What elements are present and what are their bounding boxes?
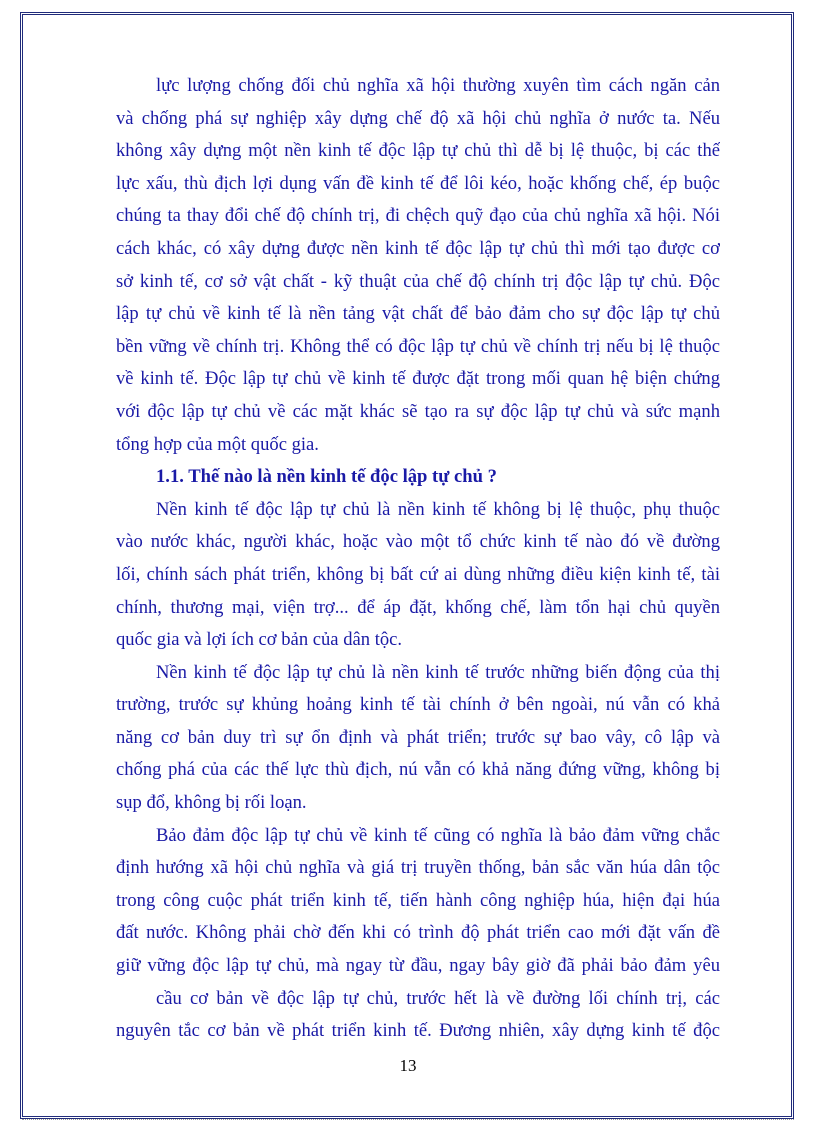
text-line: tổng hợp của một quốc gia.: [116, 433, 319, 455]
text-line: lực xấu, thù địch lợi dụng vấn đề kinh tế để lôi kéo, hoặc khống chế, ép buộc: [116, 172, 720, 194]
text-line: sụp đổ, không bị rối loạn.: [116, 792, 307, 814]
text-line: giữ vững độc lập tự chủ, mà ngay từ đầu, ngay bây giờ đã phải bảo đảm yêu: [116, 955, 720, 977]
text-line: nguyên tắc cơ bản về phát triển kinh tế. Đương nhiên, xây dựng kinh tế độc: [116, 1020, 720, 1042]
text-line: lối, chính sách phát triển, không bị bất cứ ai dùng những điều kiện kinh tế, tài: [116, 563, 720, 585]
text-line: bền vững về chính trị. Không thể có độc lập tự chủ về chính trị nếu bị lệ thuộc: [116, 335, 720, 357]
text-line: chúng ta thay đổi chế độ chính trị, đi chệch quỹ đạo của chủ nghĩa xã hội. Nói: [116, 205, 720, 227]
text-line: Nền kinh tế độc lập tự chủ là nền kinh tế trước những biến động của thị: [156, 661, 720, 683]
text-line: cầu cơ bản về độc lập tự chủ, trước hết là về đường lối chính trị, các: [156, 987, 720, 1009]
text-line: không xây dựng một nền kinh tế độc lập tự chủ thì dễ bị lệ thuộc, bị các thế: [116, 140, 720, 162]
page-number: 13: [399, 1056, 417, 1075]
text-line: đất nước. Không phải chờ đến khi có trình độ phát triển cao mới đặt vấn đề: [116, 922, 720, 944]
text-line: và chống phá sự nghiệp xây dựng chế độ xã hội chủ nghĩa ở nước ta. Nếu: [116, 107, 720, 129]
text-line: về kinh tế. Độc lập tự chủ về kinh tế được đặt trong mối quan hệ biện chứng: [116, 368, 720, 390]
text-line: lập tự chủ về kinh tế là nền tảng vật chất để bảo đảm cho sự độc lập tự chủ: [116, 303, 720, 325]
text-line: định hướng xã hội chủ nghĩa và giá trị truyền thống, bản sắc văn húa dân tộc: [116, 857, 720, 879]
text-line: Bảo đảm độc lập tự chủ về kinh tế cũng có nghĩa là bảo đảm vững chắc: [156, 824, 720, 846]
text-line: lực lượng chống đối chủ nghĩa xã hội thường xuyên tìm cách ngăn cản: [156, 75, 720, 96]
page-bottom-divider: [22, 1119, 794, 1120]
text-line: trong công cuộc phát triển kinh tế, tiến hành công nghiệp húa, hiện đại húa: [116, 889, 720, 911]
text-line: trường, trước sự khủng hoảng kinh tế tài chính ở bên ngoài, nú vẫn có khả: [116, 694, 720, 716]
text-line: quốc gia và lợi ích cơ bản của dân tộc.: [116, 629, 403, 651]
text-line: với độc lập tự chủ về các mặt khác sẽ tạo ra sự độc lập tự chủ và sức mạnh: [116, 400, 720, 422]
text-line: vào nước khác, người khác, hoặc vào một tổ chức kinh tế nào đó về đường: [116, 531, 720, 553]
text-line: Nền kinh tế độc lập tự chủ là nền kinh tế không bị lệ thuộc, phụ thuộc: [156, 498, 720, 520]
text-line: sở kinh tế, cơ sở vật chất - kỹ thuật của chế độ chính trị độc lập tự chủ. Độc: [116, 270, 720, 292]
text-line: năng cơ bản duy trì sự ổn định và phát triển; trước sự bao vây, cô lập và: [116, 726, 720, 748]
text-line: cách khác, có xây dựng được nền kinh tế độc lập tự chủ thì mới tạo được cơ: [116, 237, 720, 259]
document-body: [116, 70, 720, 1048]
section-heading: 1.1. Thế nào là nền kinh tế độc lập tự chủ ?: [156, 466, 497, 488]
text-line: chống phá của các thế lực thù địch, nú vẫn có khả năng đứng vững, không bị: [116, 759, 720, 781]
text-line: chính, thương mại, viện trợ... để áp đặt, khống chế, làm tổn hại chủ quyền: [116, 596, 720, 618]
